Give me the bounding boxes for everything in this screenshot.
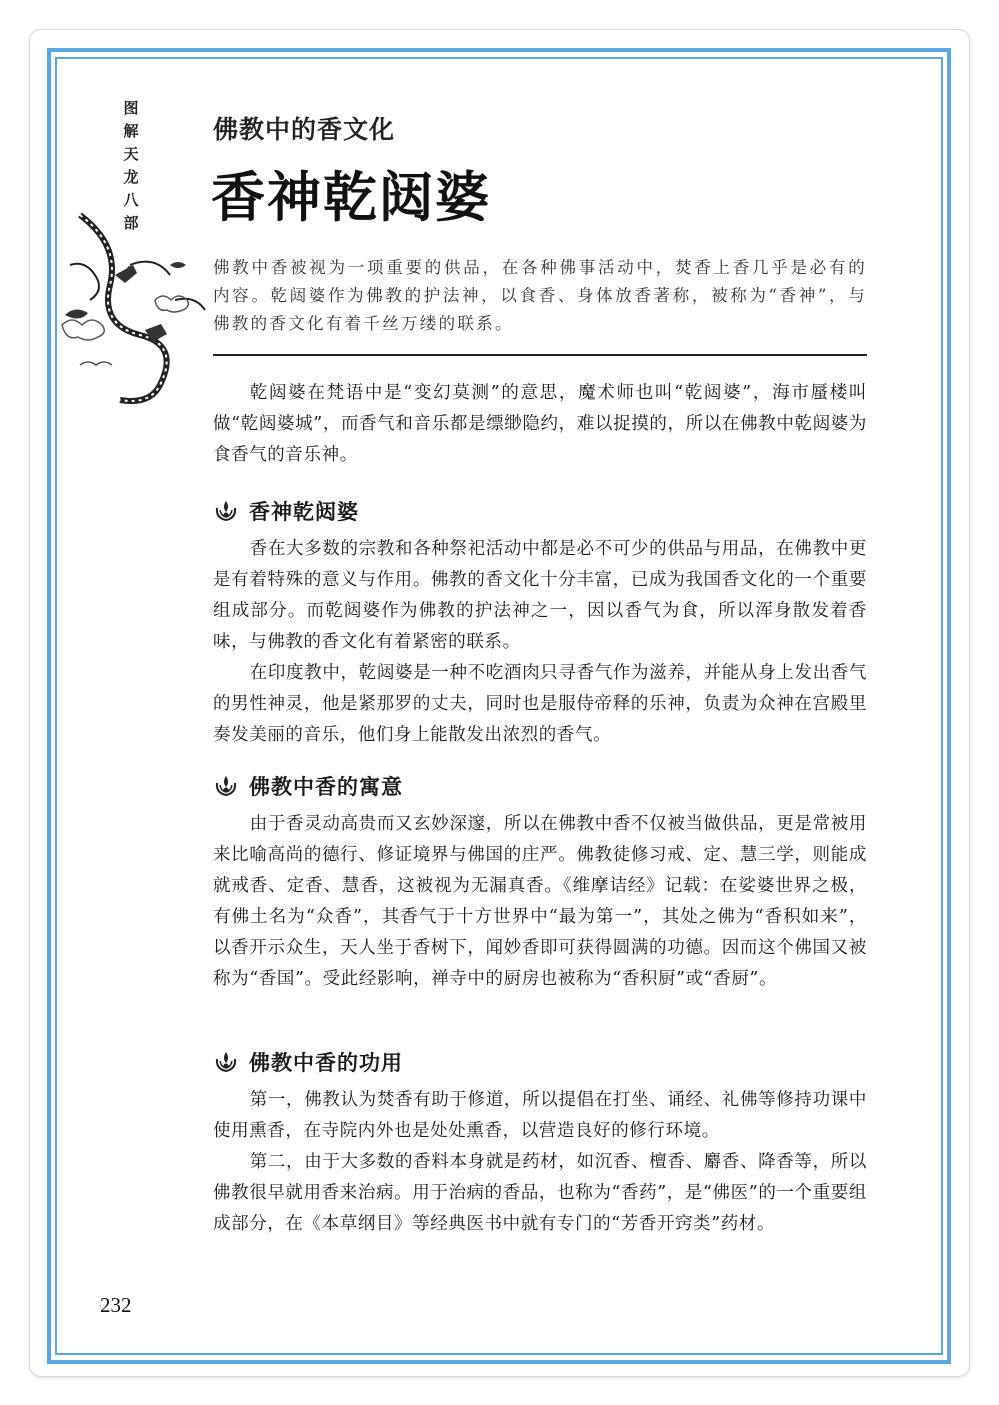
side-title-char: 天 bbox=[123, 145, 139, 163]
intro-summary: 佛教中香被视为一项重要的供品，在各种佛事活动中，焚香上香几乎是必有的内容。乾闼婆作为佛教的护法神，以食香、身体放香著称，被称为“香神”，与佛教的香文化有着千丝万缕的联系。 bbox=[213, 258, 867, 333]
section-body bbox=[213, 534, 867, 751]
page-number: 232 bbox=[100, 1293, 132, 1317]
section-body bbox=[213, 1085, 867, 1240]
section-heading-text: 香神乾闼婆 bbox=[249, 500, 359, 524]
lead-paragraph: 乾闼婆在梵语中是“变幻莫测”的意思，魔术师也叫“乾闼婆”，海市蜃楼叫做“乾闼婆城”，而香气和音乐都是缥缈隐约，难以捉摸的，所以在佛教中乾闼婆为食香气的音乐神。 bbox=[213, 383, 867, 465]
lead-paragraph-block bbox=[213, 378, 867, 471]
section-subtitle: 佛教中的香文化 bbox=[213, 115, 396, 144]
paragraph: 在印度教中，乾闼婆是一种不吃酒肉只寻香气作为滋养，并能从身上发出香气的男性神灵，他是紧那罗的丈夫，同时也是服侍帝释的乐神，负责为众神在宫殿里奏发美丽的音乐，他们身上能散发出浓烈的香气。 bbox=[213, 663, 867, 745]
dragon-illustration bbox=[60, 205, 210, 415]
side-title-char: 解 bbox=[123, 122, 139, 140]
paragraph: 第二，由于大多数的香料本身就是药材，如沉香、檀香、麝香、降香等，所以佛教很早就用香来治病。用于治病的香品，也称为“香药”，是“佛医”的一个重要组成部分，在《本草纲目》等经典医书中就有专门的“芳香开窍类”药材。 bbox=[213, 1152, 867, 1234]
section-heading bbox=[213, 1047, 403, 1077]
divider bbox=[213, 354, 867, 356]
lotus-flame-icon bbox=[213, 1049, 239, 1075]
section-heading-text: 佛教中香的功用 bbox=[249, 1051, 403, 1075]
side-title-char: 八 bbox=[123, 191, 139, 209]
section-heading bbox=[213, 496, 359, 526]
side-title-char: 龙 bbox=[123, 168, 139, 186]
section-body bbox=[213, 809, 867, 995]
page-title: 香神乾闼婆 bbox=[211, 165, 491, 229]
lotus-flame-icon bbox=[213, 498, 239, 524]
paragraph: 第一，佛教认为焚香有助于修道，所以提倡在打坐、诵经、礼佛等修持功课中使用熏香，在寺院内外也是处处熏香，以营造良好的修行环境。 bbox=[213, 1090, 867, 1141]
lotus-flame-icon bbox=[213, 773, 239, 799]
side-title-char: 图 bbox=[123, 99, 139, 117]
side-title-char: 部 bbox=[123, 214, 139, 232]
paragraph: 由于香灵动高贵而又玄妙深邃，所以在佛教中香不仅被当做供品，更是常被用来比喻高尚的德行、修证境界与佛国的庄严。佛教徒修习戒、定、慧三学，则能成就戒香、定香、慧香，这被视为无漏真香。《维摩诘经》记载：在娑婆世界之极，有佛土名为“众香”，其香气于十方世界中“最为第一”，其处之佛为“香积如来”，以香开示众生，天人坐于香树下，闻妙香即可获得圆满的功德。因而这个佛国又被称为“香国”。受此经影响，禅寺中的厨房也被称为“香积厨”或“香厨”。 bbox=[213, 814, 867, 989]
section-heading-text: 佛教中香的寓意 bbox=[249, 775, 403, 799]
section-heading bbox=[213, 771, 403, 801]
paragraph: 香在大多数的宗教和各种祭祀活动中都是必不可少的供品与用品，在佛教中更是有着特殊的意义与作用。佛教的香文化十分丰富，已成为我国香文化的一个重要组成部分。而乾闼婆作为佛教的护法神之一，因以香气为食，所以浑身散发着香味，与佛教的香文化有着紧密的联系。 bbox=[213, 539, 867, 652]
